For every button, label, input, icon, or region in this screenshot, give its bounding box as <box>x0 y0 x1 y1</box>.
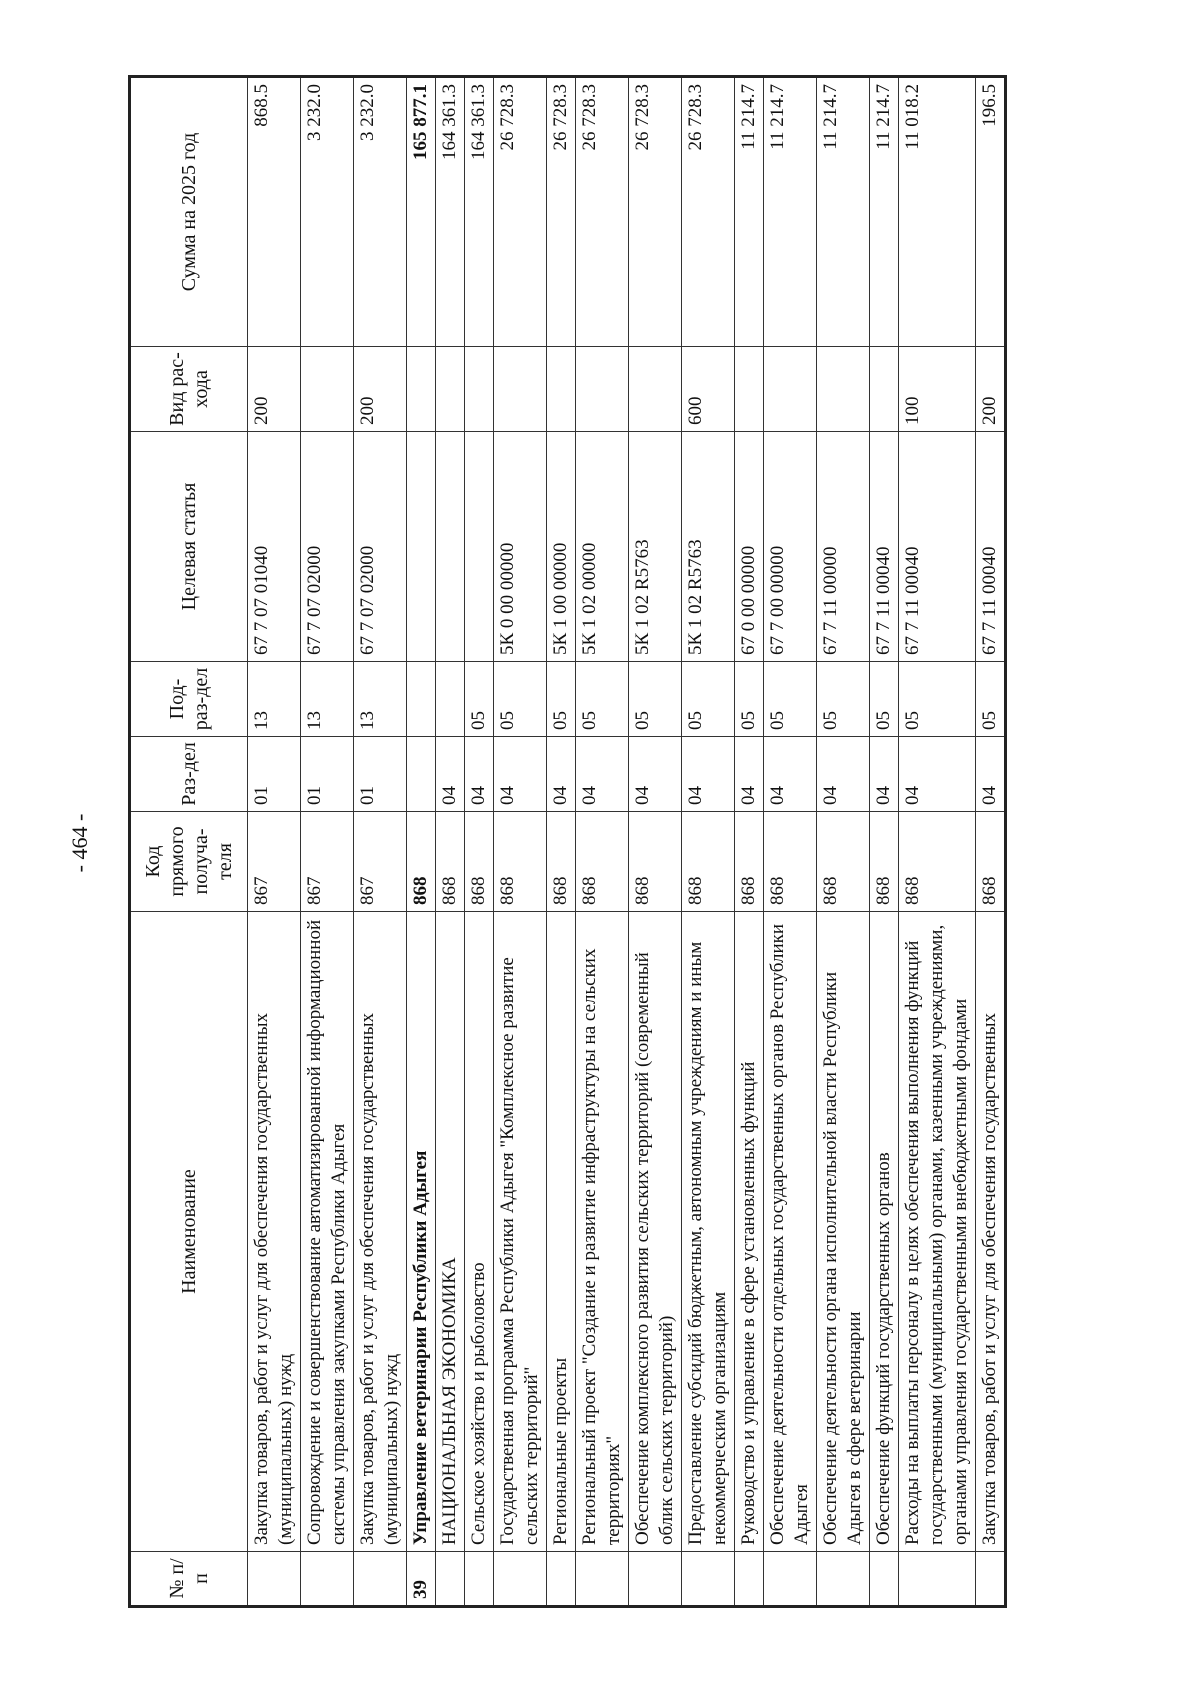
row-recipient-code: 868 <box>870 812 899 912</box>
row-expense-type: 600 <box>682 347 735 432</box>
row-num <box>870 1552 899 1607</box>
header-name: Наименование <box>130 912 248 1552</box>
row-section: 01 <box>248 737 301 812</box>
row-target-article: 5К 1 02 R5763 <box>629 432 682 662</box>
row-num <box>248 1552 301 1607</box>
table-row <box>629 77 682 1607</box>
row-expense-type: 100 <box>899 347 976 432</box>
row-num <box>682 1552 735 1607</box>
row-name: Закупка товаров, работ и услуг для обеспечения государственных (муниципальных) нужд <box>354 912 407 1552</box>
row-sum: 26 728.3 <box>629 77 682 347</box>
row-expense-type <box>629 347 682 432</box>
row-num <box>436 1552 465 1607</box>
table-row <box>436 77 465 1607</box>
row-target-article <box>465 432 494 662</box>
row-subsection: 05 <box>870 662 899 737</box>
row-section: 04 <box>899 737 976 812</box>
row-sum: 11 214.7 <box>764 77 817 347</box>
row-name: Региональный проект "Создание и развитие инфраструктуры на сельских территориях" <box>576 912 629 1552</box>
row-sum: 11 214.7 <box>735 77 764 347</box>
row-recipient-code: 868 <box>817 812 870 912</box>
row-expense-type <box>870 347 899 432</box>
row-target-article: 5К 1 02 00000 <box>576 432 629 662</box>
row-sum: 3 232.0 <box>301 77 354 347</box>
table-body <box>248 77 1006 1607</box>
row-num <box>576 1552 629 1607</box>
row-section: 04 <box>465 737 494 812</box>
row-num <box>354 1552 407 1607</box>
row-num <box>764 1552 817 1607</box>
row-expense-type: 200 <box>248 347 301 432</box>
row-recipient-code: 868 <box>682 812 735 912</box>
row-subsection: 05 <box>899 662 976 737</box>
table-header-row <box>130 77 248 1607</box>
table-row <box>407 77 436 1607</box>
row-recipient-code: 868 <box>547 812 576 912</box>
row-num <box>735 1552 764 1607</box>
row-name: Региональные проекты <box>547 912 576 1552</box>
row-expense-type: 200 <box>976 347 1006 432</box>
row-sum: 11 018.2 <box>899 77 976 347</box>
row-section: 04 <box>682 737 735 812</box>
header-subsection: Под-раз-дел <box>130 662 248 737</box>
row-section: 04 <box>436 737 465 812</box>
row-name: Обеспечение деятельности органа исполнительной власти Республики Адыгея в сфере ветеринарии <box>817 912 870 1552</box>
row-num <box>547 1552 576 1607</box>
row-subsection: 05 <box>465 662 494 737</box>
row-recipient-code: 868 <box>576 812 629 912</box>
row-sum: 11 214.7 <box>817 77 870 347</box>
table-row <box>301 77 354 1607</box>
row-recipient-code: 867 <box>248 812 301 912</box>
table-row <box>764 77 817 1607</box>
row-sum: 26 728.3 <box>547 77 576 347</box>
row-section: 01 <box>301 737 354 812</box>
row-target-article: 67 7 00 00000 <box>764 432 817 662</box>
row-name: Государственная программа Республики Адыгея "Комплексное развитие сельских территорий" <box>494 912 547 1552</box>
row-expense-type <box>576 347 629 432</box>
row-subsection: 05 <box>764 662 817 737</box>
row-num <box>301 1552 354 1607</box>
row-target-article: 67 7 07 01040 <box>248 432 301 662</box>
row-subsection: 05 <box>976 662 1006 737</box>
row-section <box>407 737 436 812</box>
row-subsection <box>436 662 465 737</box>
row-section: 04 <box>817 737 870 812</box>
row-name: Закупка товаров, работ и услуг для обеспечения государственных <box>976 912 1006 1552</box>
row-target-article: 5К 0 00 00000 <box>494 432 547 662</box>
page-number: - 464 - <box>67 813 92 873</box>
row-target-article: 5К 1 02 R5763 <box>682 432 735 662</box>
table-row <box>547 77 576 1607</box>
row-expense-type <box>407 347 436 432</box>
row-num: 39 <box>407 1552 436 1607</box>
row-recipient-code: 868 <box>407 812 436 912</box>
row-num <box>817 1552 870 1607</box>
row-name: Сопровождение и совершенствование автоматизированной информационной системы управления закупками Республики Адыгея <box>301 912 354 1552</box>
row-num <box>494 1552 547 1607</box>
row-sum: 868.5 <box>248 77 301 347</box>
row-recipient-code: 867 <box>301 812 354 912</box>
row-subsection: 13 <box>354 662 407 737</box>
row-subsection: 05 <box>629 662 682 737</box>
header-section: Раз-дел <box>130 737 248 812</box>
row-recipient-code: 868 <box>629 812 682 912</box>
row-subsection: 13 <box>248 662 301 737</box>
row-subsection: 05 <box>547 662 576 737</box>
header-target: Целевая статья <box>130 432 248 662</box>
row-recipient-code: 868 <box>465 812 494 912</box>
row-target-article <box>407 432 436 662</box>
row-sum: 11 214.7 <box>870 77 899 347</box>
row-target-article: 67 7 11 00040 <box>870 432 899 662</box>
table-row <box>899 77 976 1607</box>
row-name: Расходы на выплаты персоналу в целях обеспечения выполнения функций государственными (муниципальными) органами, казенными учреждениями, органами управления государственными внебюджетными фондами <box>899 912 976 1552</box>
row-num <box>976 1552 1006 1607</box>
row-expense-type <box>764 347 817 432</box>
row-recipient-code: 868 <box>735 812 764 912</box>
row-section: 04 <box>735 737 764 812</box>
row-name: Закупка товаров, работ и услуг для обеспечения государственных (муниципальных) нужд <box>248 912 301 1552</box>
row-name: Руководство и управление в сфере установленных функций <box>735 912 764 1552</box>
row-section: 04 <box>764 737 817 812</box>
row-recipient-code: 868 <box>436 812 465 912</box>
row-target-article: 67 7 11 00000 <box>817 432 870 662</box>
budget-table <box>128 75 1007 1608</box>
row-sum: 164 361.3 <box>465 77 494 347</box>
row-target-article: 67 0 00 00000 <box>735 432 764 662</box>
row-sum: 164 361.3 <box>436 77 465 347</box>
header-sum: Сумма на 2025 год <box>130 77 248 347</box>
table-row <box>870 77 899 1607</box>
row-target-article: 67 7 11 00040 <box>899 432 976 662</box>
row-sum: 26 728.3 <box>494 77 547 347</box>
row-recipient-code: 868 <box>976 812 1006 912</box>
row-num <box>899 1552 976 1607</box>
row-sum: 196.5 <box>976 77 1006 347</box>
row-subsection: 13 <box>301 662 354 737</box>
row-subsection: 05 <box>817 662 870 737</box>
table-row <box>248 77 301 1607</box>
row-section: 04 <box>976 737 1006 812</box>
row-expense-type <box>301 347 354 432</box>
row-name: НАЦИОНАЛЬНАЯ ЭКОНОМИКА <box>436 912 465 1552</box>
row-name: Сельское хозяйство и рыболовство <box>465 912 494 1552</box>
table-row <box>976 77 1006 1607</box>
row-name: Предоставление субсидий бюджетным, автономным учреждениям и иным некоммерческим организациям <box>682 912 735 1552</box>
row-target-article: 67 7 11 00040 <box>976 432 1006 662</box>
row-expense-type <box>465 347 494 432</box>
row-target-article <box>436 432 465 662</box>
row-recipient-code: 867 <box>354 812 407 912</box>
row-expense-type <box>817 347 870 432</box>
row-name: Обеспечение комплексного развития сельских территорий (современный облик сельских территорий) <box>629 912 682 1552</box>
row-expense-type <box>494 347 547 432</box>
row-recipient-code: 868 <box>494 812 547 912</box>
row-sum: 26 728.3 <box>682 77 735 347</box>
table-row <box>465 77 494 1607</box>
table-row <box>576 77 629 1607</box>
rotated-page-content <box>128 78 1148 1608</box>
row-subsection: 05 <box>682 662 735 737</box>
row-recipient-code: 868 <box>764 812 817 912</box>
row-name: Обеспечение функций государственных органов <box>870 912 899 1552</box>
table-row <box>817 77 870 1607</box>
row-subsection: 05 <box>494 662 547 737</box>
row-target-article: 5К 1 00 00000 <box>547 432 576 662</box>
row-expense-type <box>735 347 764 432</box>
row-section: 04 <box>629 737 682 812</box>
row-num <box>629 1552 682 1607</box>
table-row <box>354 77 407 1607</box>
row-section: 04 <box>547 737 576 812</box>
row-num <box>465 1552 494 1607</box>
row-section: 01 <box>354 737 407 812</box>
row-subsection: 05 <box>735 662 764 737</box>
row-sum: 26 728.3 <box>576 77 629 347</box>
row-expense-type <box>436 347 465 432</box>
row-target-article: 67 7 07 02000 <box>354 432 407 662</box>
row-target-article: 67 7 07 02000 <box>301 432 354 662</box>
row-expense-type <box>547 347 576 432</box>
table-row <box>735 77 764 1607</box>
header-recipient: Код прямого получа-теля <box>130 812 248 912</box>
header-num: № п/п <box>130 1552 248 1607</box>
row-subsection <box>407 662 436 737</box>
header-expense: Вид рас-хода <box>130 347 248 432</box>
row-expense-type: 200 <box>354 347 407 432</box>
row-recipient-code: 868 <box>899 812 976 912</box>
table-row <box>494 77 547 1607</box>
row-section: 04 <box>494 737 547 812</box>
row-name: Управление ветеринарии Республики Адыгея <box>407 912 436 1552</box>
table-row <box>682 77 735 1607</box>
row-name: Обеспечение деятельности отдельных государственных органов Республики Адыгея <box>764 912 817 1552</box>
row-sum: 3 232.0 <box>354 77 407 347</box>
row-section: 04 <box>576 737 629 812</box>
row-section: 04 <box>870 737 899 812</box>
row-subsection: 05 <box>576 662 629 737</box>
row-sum: 165 877.1 <box>407 77 436 347</box>
